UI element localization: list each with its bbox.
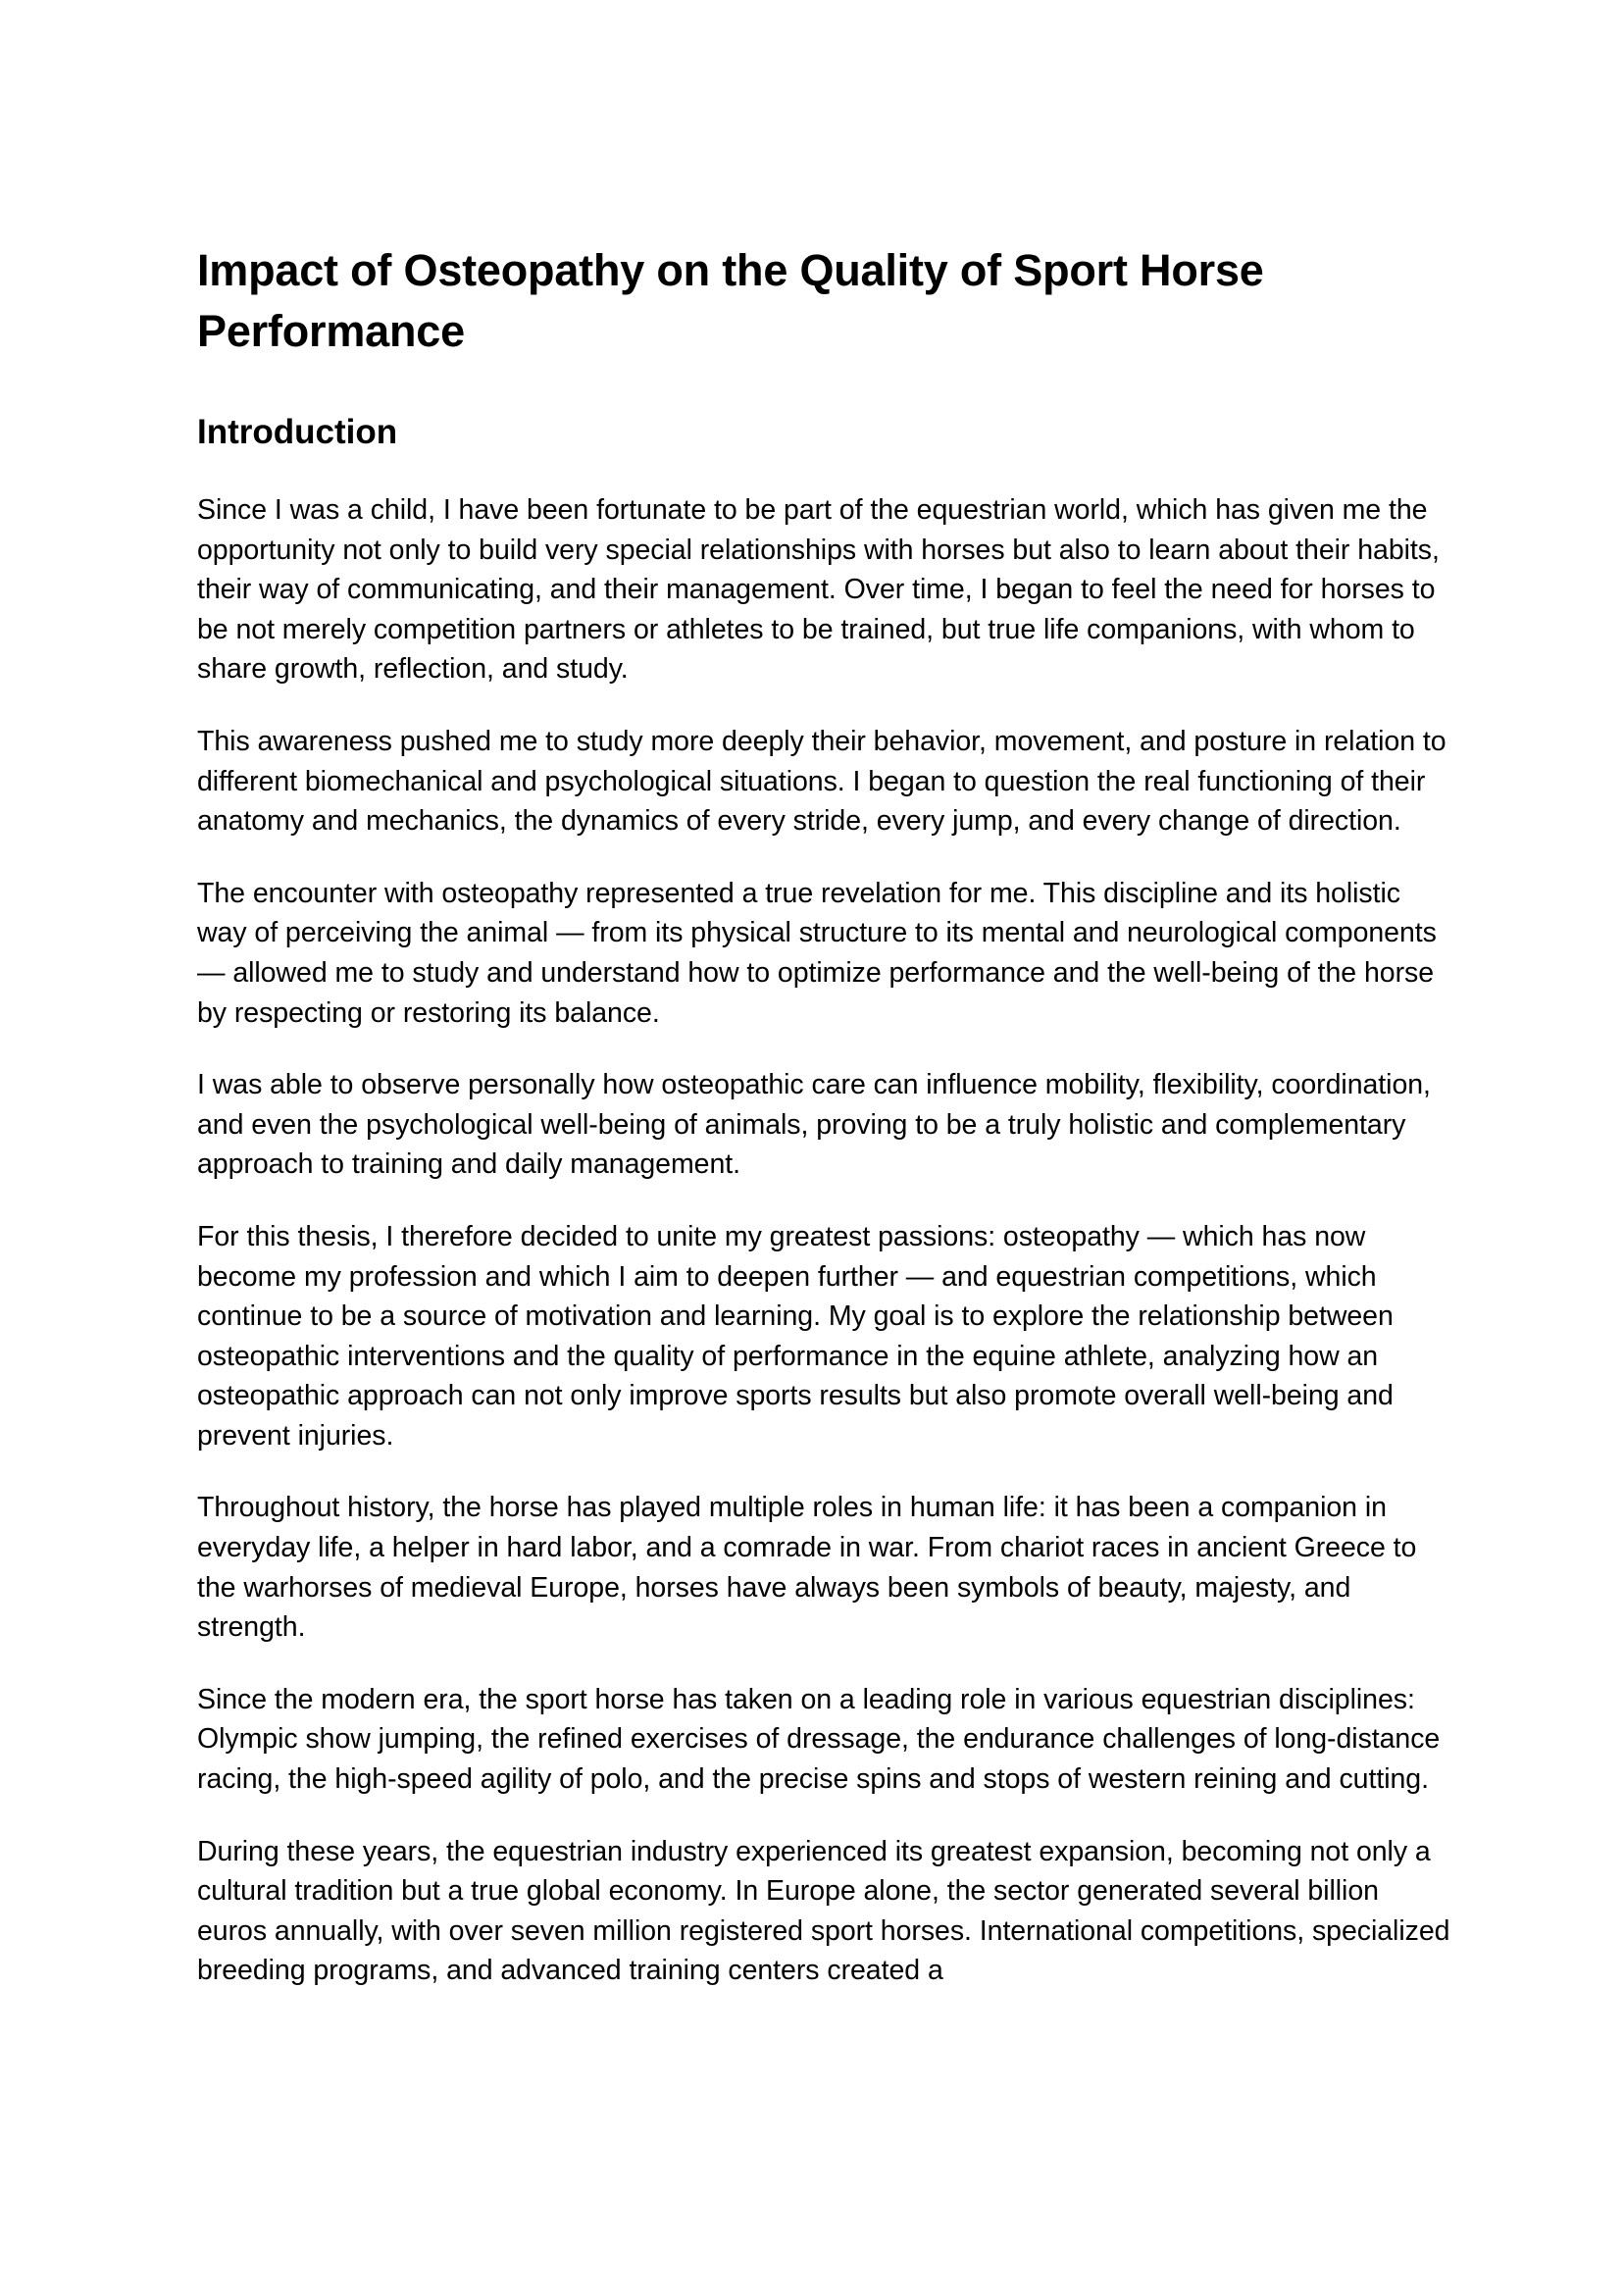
document-title: Impact of Osteopathy on the Quality of Sport Horse Performance — [197, 245, 1264, 356]
paragraph-4: I was able to observe personally how osteopathic care can influence mobility, flexibility, coordination, and even the psychological well-being of animals, proving to be a truly holistic and complementary approach to training and daily management. — [197, 1069, 1431, 1181]
document-body — [197, 240, 1452, 1991]
paragraph-5: For this thesis, I therefore decided to unite my greatest passions: osteopathy — which has now become my profession and which I aim to deepen further — and equestrian competitions, which continue to be a source of motivation and learning. My goal is to explore the relationship between osteopathic interventions and the quality of performance in the equine athlete, analyzing how an osteopathic approach can not only improve sports results but also promote overall well-being and prevent injuries. — [197, 1220, 1394, 1452]
section-heading-introduction: Introduction — [197, 413, 398, 451]
paragraph-2: This awareness pushed me to study more deeply their behavior, movement, and posture in relation to different biomechanical and psychological situations. I began to question the real functioning of their anatomy and mechanics, the dynamics of every stride, every jump, and every change of direction. — [197, 725, 1446, 838]
introduction-paragraphs — [197, 490, 1452, 1991]
paragraph-8: During these years, the equestrian industry experienced its greatest expansion, becoming not only a cultural tradition but a true global economy. In Europe alone, the sector generated several billion euros annually, with over seven million registered sport horses. International competitions, specialized breeding programs, and advanced training centers created a — [197, 1835, 1450, 1987]
paragraph-1: Since I was a child, I have been fortunate to be part of the equestrian world, which has given me the opportunity not only to build very special relationships with horses but also to learn about their habits, their way of communicating, and their management. Over time, I began to feel the need for horses to be not merely competition partners or athletes to be trained, but true life companions, with whom to share growth, reflection, and study. — [197, 494, 1440, 686]
paragraph-3: The encounter with osteopathy represented a true revelation for me. This discipline and its holistic way of perceiving the animal — from its physical structure to its mental and neurological components — allowed me to study and understand how to optimize performance and the well-being of the horse by respecting or restoring its balance. — [197, 877, 1437, 1029]
paragraph-7: Since the modern era, the sport horse has taken on a leading role in various equestrian disciplines: Olympic show jumping, the refined exercises of dressage, the endurance challenges of long-distance racing, the high-speed agility of polo, and the precise spins and stops of western reining and cutting. — [197, 1683, 1441, 1796]
paragraph-6: Throughout history, the horse has played multiple roles in human life: it has been a companion in everyday life, a helper in hard labor, and a comrade in war. From chariot races in ancient Greece to the warhorses of medieval Europe, horses have always been symbols of beauty, majesty, and strength. — [197, 1492, 1417, 1644]
